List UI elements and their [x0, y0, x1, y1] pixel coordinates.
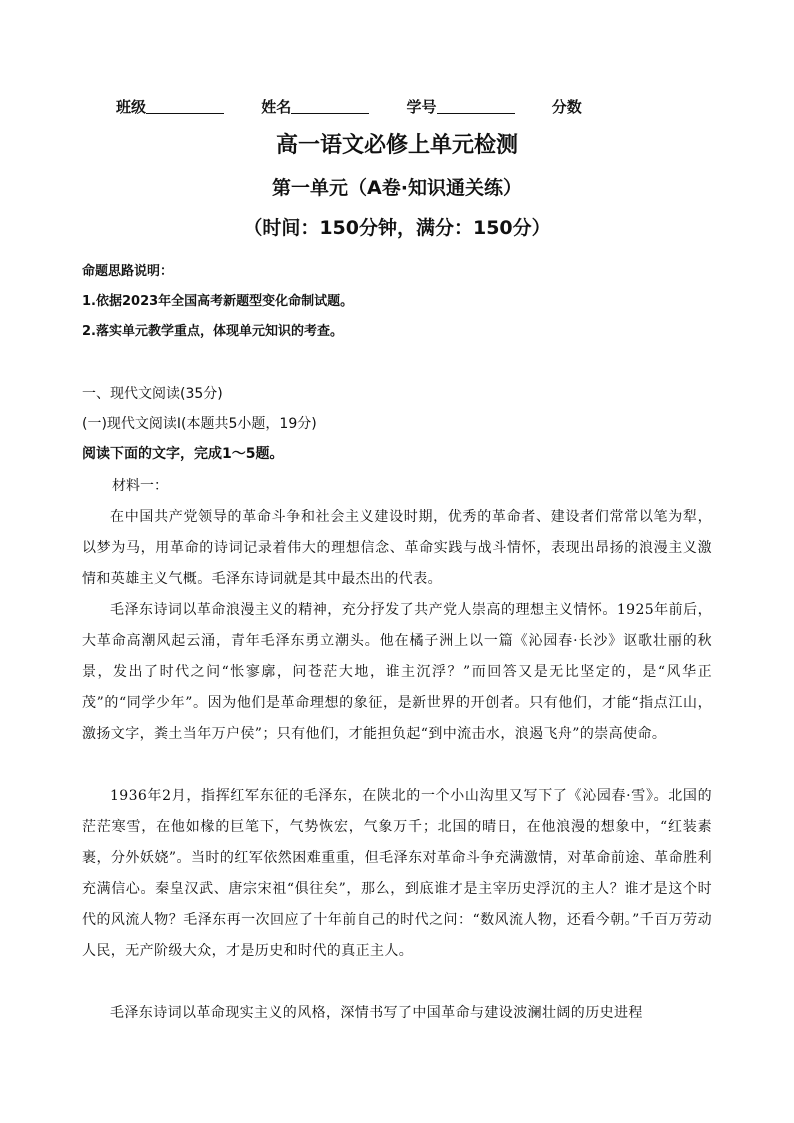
student-info-line — [116, 96, 582, 117]
paragraph-3: 1936年2月，指挥红军东征的毛泽东，在陕北的一个小山沟里又写下了《沁园春·雪》。北国的茫茫寒雪，在他如椽的巨笔下，气势恢宏，气象万千；北国的晴日，在他浪漫的想象中，“红装素裹，分外妖娆”。当时的红军依然困难重重，但毛泽东对革命斗争充满激情，对革命前途、革命胜利充满信心。秦皇汉武、唐宗宋祖“俱往矣”，那么，到底谁才是主宰历史浮沉的主人？谁才是这个时代的风流人物？毛泽东再一次回应了十年前自己的时代之问：“数风流人物，还看今朝。”千百万劳动人民，无产阶级大众，才是历史和时代的真正主人。 — [82, 788, 712, 959]
section-heading: 一、现代文阅读(35分) — [82, 386, 223, 402]
exam-title: 高一语文必修上单元检测 — [275, 133, 518, 158]
design-notes-heading: 命题思路说明： — [82, 264, 174, 279]
design-note-1: 1.依据2023年全国高考新题型变化命制试题。 — [82, 294, 354, 309]
class-blank[interactable] — [146, 99, 224, 114]
material-label: 材料一： — [112, 478, 168, 494]
student-id-label: 学号 — [406, 98, 437, 116]
paragraph-2: 毛泽东诗词以革命浪漫主义的精神，充分抒发了共产党人崇高的理想主义情怀。1925年前后，大革命高潮风起云涌，青年毛泽东勇立潮头。他在橘子洲上以一篇《沁园春·长沙》讴歌壮丽的秋景，发出了时代之问“怅寥廓，问苍茫大地，谁主沉浮？”而回答又是无比坚定的，是“风华正茂”的“同学少年”。因为他们是革命理想的象征，是新世界的开创者。只有他们，才能“指点江山，激扬文字，粪土当年万户侯”；只有他们，才能担负起“到中流击水，浪遏飞舟”的崇高使命。 — [82, 602, 712, 742]
score-label: 分数 — [551, 98, 582, 116]
exam-time-score: （时间：150分钟，满分：150分） — [243, 217, 551, 239]
subsection-heading: (一)现代文阅读Ⅰ(本题共5小题，19分) — [82, 416, 317, 432]
class-label: 班级 — [116, 98, 147, 116]
exam-subtitle: 第一单元（A卷·知识通关练） — [272, 177, 522, 199]
student-id-blank[interactable] — [437, 99, 515, 114]
reading-instruction: 阅读下面的文字，完成1～5题。 — [82, 446, 284, 462]
name-label: 姓名 — [261, 98, 292, 116]
name-blank[interactable] — [291, 99, 369, 114]
paragraph-1: 在中国共产党领导的革命斗争和社会主义建设时期，优秀的革命者、建设者们常常以笔为犁，以梦为马，用革命的诗词记录着伟大的理想信念、革命实践与战斗情怀，表现出昂扬的浪漫主义激情和英雄主义气概。毛泽东诗词就是其中最杰出的代表。 — [82, 509, 712, 587]
paragraph-4: 毛泽东诗词以革命现实主义的风格，深情书写了中国革命与建设波澜壮阔的历史进程 — [110, 1005, 643, 1021]
design-note-2: 2.落实单元教学重点，体现单元知识的考查。 — [82, 324, 343, 339]
